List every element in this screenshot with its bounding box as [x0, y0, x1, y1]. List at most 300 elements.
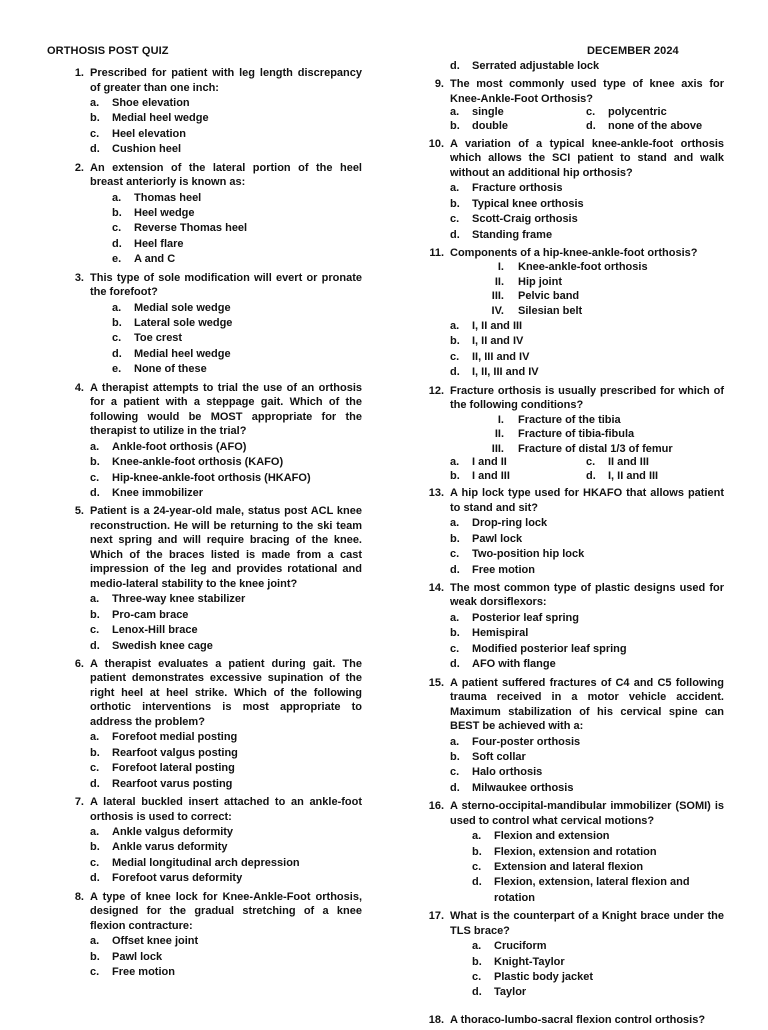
answer-option [90, 623, 362, 638]
question-text: A thoraco-lumbo-sacral flexion control orthosis? [450, 1013, 706, 1026]
answer-options [90, 825, 362, 887]
answer-options [450, 611, 724, 673]
answer-option [450, 350, 724, 365]
option-text: Medial heel wedge [112, 112, 209, 125]
question-number: 1. [74, 67, 84, 79]
answer-option [90, 608, 362, 623]
option-letter: b. [450, 120, 460, 133]
option-text: Heel flare [134, 237, 184, 250]
roman-item [450, 304, 724, 318]
option-text: Medial longitudinal arch depression [112, 856, 300, 869]
roman-numeral: I. [497, 413, 504, 426]
option-text: Hemispiral [472, 627, 529, 640]
answer-option [450, 735, 724, 750]
quiz-title: ORTHOSIS POST QUIZ [47, 45, 169, 57]
answer-option [450, 59, 724, 74]
answer-option [450, 970, 724, 985]
question-text: A sterno-occipital-mandibular immobilizer (SOMI) is used to control what cervical motions? [450, 800, 724, 827]
answer-option [586, 456, 726, 470]
roman-text: Hip joint [518, 275, 562, 288]
option-letter: c. [112, 222, 122, 235]
question-text: The most common type of plastic designs used for weak dorsiflexors: [450, 581, 724, 609]
option-letter: c. [90, 966, 100, 978]
question-text: Patient is a 24-year-old male, status post ACL knee reconstruction. He will be returning to the ski team next spring and will require bracing of the knee. Which of the braces listed is made from a cast impression of the leg and provides rotational and medio-lateral stability to the knee joint? [90, 505, 362, 590]
option-letter: a. [90, 593, 100, 606]
option-text: Forefoot varus deformity [112, 872, 243, 885]
option-letter: d. [90, 639, 100, 652]
option-text: II, III and IV [472, 350, 530, 363]
answer-option [450, 532, 724, 547]
answer-option [90, 96, 362, 111]
roman-text: Silesian belt [518, 304, 583, 317]
answer-option [90, 206, 362, 221]
option-text: Forefoot lateral posting [112, 762, 235, 775]
question-text: Fracture orthosis is usually prescribed for which of the following conditions? [450, 384, 724, 412]
answer-options [90, 730, 362, 792]
option-letter: b. [450, 469, 460, 482]
question-8 [64, 890, 362, 981]
answer-option [450, 547, 724, 562]
option-letter: a. [472, 830, 482, 843]
option-letter: a. [450, 455, 460, 468]
question-text: A type of knee lock for Knee-Ankle-Foot orthosis, designed for the gradual stretching of a knee flexion contracture: [90, 890, 362, 932]
option-letter: a. [90, 935, 100, 948]
option-letter: a. [90, 731, 100, 744]
roman-item [450, 260, 724, 274]
answer-option [450, 197, 724, 212]
option-letter: a. [450, 320, 460, 333]
answer-option [450, 456, 586, 470]
option-text: Fracture orthosis [472, 182, 563, 195]
option-letter: b. [450, 532, 460, 545]
option-text: Cruciform [494, 940, 547, 953]
option-text: Posterior leaf spring [472, 611, 579, 624]
option-text: I and III [472, 469, 510, 482]
roman-text: Knee-ankle-foot orthosis [518, 261, 648, 274]
question-text: A variation of a typical knee-ankle-foot orthosis which allows the SCI patient to stand and walk without an additional hip orthosis? [450, 137, 724, 179]
option-text: single [472, 106, 504, 119]
question-number: 10. [428, 137, 444, 150]
option-letter: e. [112, 363, 122, 376]
answer-options [450, 939, 724, 1001]
option-text: Heel wedge [134, 207, 195, 220]
option-text: Medial sole wedge [134, 301, 231, 314]
roman-text: Fracture of tibia-fibula [518, 428, 635, 441]
option-text: double [472, 120, 509, 133]
option-text: Knee-ankle-foot orthosis (KAFO) [112, 456, 284, 469]
option-text: II and III [608, 455, 649, 468]
option-text: Free motion [112, 966, 175, 978]
question-text: Components of a hip-knee-ankle-foot orthosis? [450, 246, 698, 259]
option-letter: a. [450, 611, 460, 624]
option-text: Pawl lock [472, 532, 523, 545]
option-letter: c. [450, 642, 460, 655]
answer-options [450, 106, 724, 133]
answer-option [586, 470, 726, 484]
option-letter: c. [450, 766, 460, 779]
question-10 [424, 137, 724, 243]
option-text: Flexion, extension, lateral flexion and rotation [494, 876, 690, 904]
answer-option [90, 825, 362, 840]
answer-option [90, 486, 362, 501]
question-number: 7. [74, 796, 84, 809]
option-letter: c. [450, 548, 460, 561]
answer-option [450, 106, 586, 120]
roman-item [450, 289, 724, 303]
option-text: I, II and III [472, 320, 523, 333]
option-text: Pro-cam brace [112, 608, 189, 621]
option-letter: d. [90, 872, 100, 885]
question-text: An extension of the lateral portion of the heel breast anteriorly is known as: [90, 161, 362, 189]
option-letter: a. [450, 182, 460, 195]
option-letter: a. [112, 191, 122, 204]
option-text: AFO with flange [472, 658, 556, 671]
option-text: Forefoot medial posting [112, 731, 238, 744]
question-text: What is the counterpart of a Knight brace under the TLS brace? [450, 910, 724, 937]
option-letter: c. [472, 861, 482, 873]
question-12 [424, 384, 724, 484]
answer-option [450, 642, 724, 657]
option-text: Lenox-Hill brace [112, 624, 198, 637]
option-letter: d. [472, 986, 482, 999]
answer-option [450, 955, 724, 970]
roman-text: Fracture of the tibia [518, 413, 621, 426]
option-letter: e. [112, 253, 122, 266]
answer-option [90, 191, 362, 206]
answer-option [450, 319, 724, 334]
option-letter: d. [586, 469, 596, 482]
answer-options [450, 735, 724, 797]
option-text: A and C [134, 253, 176, 266]
option-text: Ankle-foot orthosis (AFO) [112, 440, 247, 453]
option-text: Shoe elevation [112, 97, 190, 109]
answer-option [90, 639, 362, 654]
question-number: 13. [428, 487, 444, 500]
answer-option [450, 120, 586, 134]
option-text: Flexion, extension and rotation [494, 845, 657, 858]
option-text: Standing frame [472, 228, 553, 241]
option-text: Knee immobilizer [112, 486, 204, 499]
option-text: Two-position hip lock [472, 548, 585, 561]
option-letter: b. [90, 112, 100, 125]
answer-option [90, 362, 362, 377]
option-letter: d. [450, 781, 460, 794]
answer-option [90, 111, 362, 126]
option-letter: d. [450, 658, 460, 671]
answer-option [586, 106, 726, 120]
option-letter: b. [90, 456, 100, 469]
roman-item [450, 413, 724, 427]
question-number: 18. [428, 1013, 444, 1026]
roman-numeral: I. [497, 261, 504, 274]
question-number: 12. [428, 384, 444, 397]
answer-option [450, 626, 724, 641]
question-16 [424, 799, 724, 906]
option-letter: d. [450, 228, 460, 241]
answer-option [450, 875, 724, 906]
option-text: Taylor [494, 986, 527, 999]
answer-option [450, 939, 724, 954]
question-number: 9. [434, 78, 444, 91]
answer-option [450, 334, 724, 349]
roman-item [450, 275, 724, 289]
question-8-continued [424, 59, 724, 74]
answer-options [450, 181, 724, 243]
option-text: Ankle valgus deformity [112, 826, 234, 839]
option-letter: c. [90, 856, 100, 869]
option-text: Extension and lateral flexion [494, 861, 644, 873]
question-number: 11. [429, 246, 444, 259]
option-letter: b. [112, 207, 122, 220]
option-text: Milwaukee orthosis [472, 781, 574, 794]
answer-options [90, 301, 362, 378]
answer-option [90, 331, 362, 346]
answer-option [450, 845, 724, 860]
option-letter: a. [112, 301, 122, 314]
answer-option [90, 301, 362, 316]
option-text: Flexion and extension [494, 830, 610, 843]
answer-option [450, 365, 724, 380]
option-text: Offset knee joint [112, 935, 199, 948]
option-text: Toe crest [134, 332, 183, 345]
question-number: 8. [74, 890, 84, 903]
answer-option [90, 237, 362, 252]
answer-option [450, 611, 724, 626]
answer-option [450, 657, 724, 672]
option-text: I and II [472, 455, 507, 468]
option-text: Four-poster orthosis [472, 735, 581, 748]
roman-item [450, 442, 724, 456]
roman-numeral: II. [494, 428, 504, 441]
question-18 [424, 1013, 724, 1028]
answer-options [450, 319, 724, 381]
answer-option [90, 592, 362, 607]
question-4 [64, 381, 362, 502]
option-letter: a. [450, 517, 460, 530]
option-text: Medial heel wedge [134, 347, 231, 360]
answer-options [450, 829, 724, 906]
option-text: Swedish knee cage [112, 639, 213, 652]
answer-option [90, 856, 362, 871]
answer-option [90, 934, 362, 949]
option-letter: d. [450, 563, 460, 576]
option-text: Heel elevation [112, 127, 186, 140]
option-text: None of these [134, 363, 207, 376]
question-text: The most commonly used type of knee axis for Knee-Ankle-Foot Orthosis? [450, 78, 724, 105]
roman-item [450, 427, 724, 441]
answer-option [90, 761, 362, 776]
answer-option [450, 750, 724, 765]
option-text: Typical knee orthosis [472, 197, 584, 210]
answer-option [90, 127, 362, 142]
answer-option [90, 316, 362, 331]
question-9 [424, 77, 724, 133]
option-text: Halo orthosis [472, 766, 543, 779]
option-text: Hip-knee-ankle-foot orthosis (HKAFO) [112, 471, 311, 484]
answer-option [90, 777, 362, 792]
option-letter: d. [112, 347, 122, 360]
answer-option [90, 840, 362, 855]
option-text: Plastic body jacket [494, 971, 594, 984]
roman-list [450, 413, 724, 456]
answer-option [450, 829, 724, 844]
option-letter: c. [450, 213, 460, 226]
answer-options [90, 191, 362, 268]
option-letter: b. [450, 627, 460, 640]
option-letter: a. [472, 940, 482, 953]
option-text: Serrated adjustable lock [472, 60, 600, 72]
question-7 [64, 795, 362, 887]
answer-option [90, 221, 362, 236]
question-number: 16. [428, 800, 444, 813]
question-14 [424, 581, 724, 673]
option-letter: d. [450, 60, 460, 72]
answer-option [90, 142, 362, 157]
answer-option [586, 120, 726, 134]
option-letter: d. [90, 486, 100, 499]
option-letter: b. [90, 841, 100, 854]
option-text: Reverse Thomas heel [134, 222, 248, 235]
question-17 [424, 909, 724, 1001]
question-2 [64, 161, 362, 268]
option-letter: b. [112, 317, 122, 330]
question-6 [64, 657, 362, 792]
option-text: I, II, III and IV [472, 366, 539, 379]
answer-option [450, 765, 724, 780]
option-letter: c. [90, 471, 100, 484]
answer-options [90, 96, 362, 158]
question-number: 15. [428, 676, 444, 689]
question-number: 17. [428, 910, 444, 923]
answer-option [90, 347, 362, 362]
question-number: 14. [428, 581, 444, 594]
option-letter: c. [112, 332, 122, 345]
option-text: Knight-Taylor [494, 955, 565, 968]
answer-option [90, 471, 362, 486]
option-text: Three-way knee stabilizer [112, 593, 246, 606]
option-letter: a. [90, 97, 100, 109]
answer-option [90, 965, 362, 980]
roman-numeral: III. [491, 442, 504, 455]
option-letter: c. [450, 350, 460, 363]
question-text: A therapist evaluates a patient during gait. The patient demonstrates excessive supination of the right heel at heel strike. Which of the following orthotic interventions is most appropriate to address the problem? [90, 657, 362, 728]
option-letter: b. [90, 950, 100, 963]
option-letter: a. [90, 440, 100, 453]
option-text: Scott-Craig orthosis [472, 213, 578, 226]
answer-option [450, 516, 724, 531]
answer-option [450, 563, 724, 578]
question-text: A hip lock type used for HKAFO that allows patient to stand and sit? [450, 487, 724, 514]
answer-options [450, 456, 724, 483]
option-letter: d. [450, 366, 460, 379]
roman-list [450, 260, 724, 318]
answer-options [450, 516, 724, 578]
question-number: 5. [74, 505, 84, 518]
option-letter: b. [450, 197, 460, 210]
roman-numeral: IV. [491, 304, 504, 317]
option-text: polycentric [608, 106, 667, 119]
option-letter: b. [472, 845, 482, 858]
option-text: Ankle varus deformity [112, 841, 228, 854]
roman-numeral: III. [491, 290, 504, 303]
question-11 [424, 246, 724, 381]
option-letter: a. [450, 106, 460, 119]
option-text: Free motion [472, 563, 535, 576]
question-number: 4. [74, 381, 84, 394]
option-letter: b. [90, 608, 100, 621]
option-letter: b. [450, 750, 460, 763]
option-letter: c. [586, 455, 596, 468]
option-letter: c. [472, 971, 482, 984]
answer-option [90, 455, 362, 470]
option-letter: b. [472, 955, 482, 968]
option-text: Thomas heel [134, 191, 202, 204]
answer-option [90, 730, 362, 745]
option-letter: d. [112, 237, 122, 250]
question-13 [424, 486, 724, 578]
option-text: I, II and IV [472, 335, 524, 348]
question-text: A lateral buckled insert attached to an ankle-foot orthosis is used to correct: [90, 796, 362, 823]
question-1 [64, 66, 362, 158]
option-letter: c. [90, 624, 100, 637]
option-text: Modified posterior leaf spring [472, 642, 627, 655]
answer-options [90, 934, 362, 980]
question-number: 2. [74, 161, 84, 174]
question-text: A patient suffered fractures of C4 and C5 following trauma received in a motor vehicle accident. Maximum stabilization of his cervical spine can BEST be achieved with a: [450, 676, 724, 733]
answer-option [450, 985, 724, 1000]
option-text: I, II and III [608, 469, 659, 482]
answer-option [90, 950, 362, 965]
question-number: 6. [74, 657, 84, 670]
option-text: Lateral sole wedge [134, 317, 233, 330]
answer-option [450, 781, 724, 796]
option-letter: a. [450, 735, 460, 748]
option-letter: d. [90, 777, 100, 790]
answer-options [90, 440, 362, 502]
answer-option [90, 871, 362, 886]
quiz-date: DECEMBER 2024 [587, 45, 679, 57]
answer-options [90, 592, 362, 654]
question-text: Prescribed for patient with leg length discrepancy of greater than one inch: [90, 67, 362, 94]
option-letter: b. [450, 335, 460, 348]
question-number: 3. [74, 271, 84, 284]
option-letter: c. [90, 762, 100, 775]
option-letter: c. [586, 106, 596, 119]
option-text: Rearfoot valgus posting [112, 746, 238, 759]
roman-text: Pelvic band [518, 290, 580, 303]
question-text: A therapist attempts to trial the use of an orthosis for a patient with a steppage gait. Which of the following would be MOST appropriate for the therapist to utilize in the trial? [90, 381, 362, 438]
option-letter: d. [90, 143, 100, 156]
answer-option [90, 440, 362, 455]
option-text: none of the above [608, 120, 703, 133]
roman-numeral: II. [494, 275, 504, 288]
answer-option [90, 252, 362, 267]
left-column [64, 66, 362, 983]
answer-option [450, 228, 724, 243]
question-5 [64, 504, 362, 654]
option-text: Soft collar [472, 750, 526, 763]
option-text: Pawl lock [112, 950, 163, 963]
question-3 [64, 271, 362, 378]
option-text: Rearfoot varus posting [112, 777, 233, 790]
option-letter: b. [90, 746, 100, 759]
option-letter: c. [90, 127, 100, 140]
answer-option [90, 746, 362, 761]
answer-option [450, 212, 724, 227]
option-letter: a. [90, 826, 100, 839]
question-text: This type of sole modification will evert or pronate the forefoot? [90, 271, 362, 299]
option-text: Drop-ring lock [472, 517, 548, 530]
